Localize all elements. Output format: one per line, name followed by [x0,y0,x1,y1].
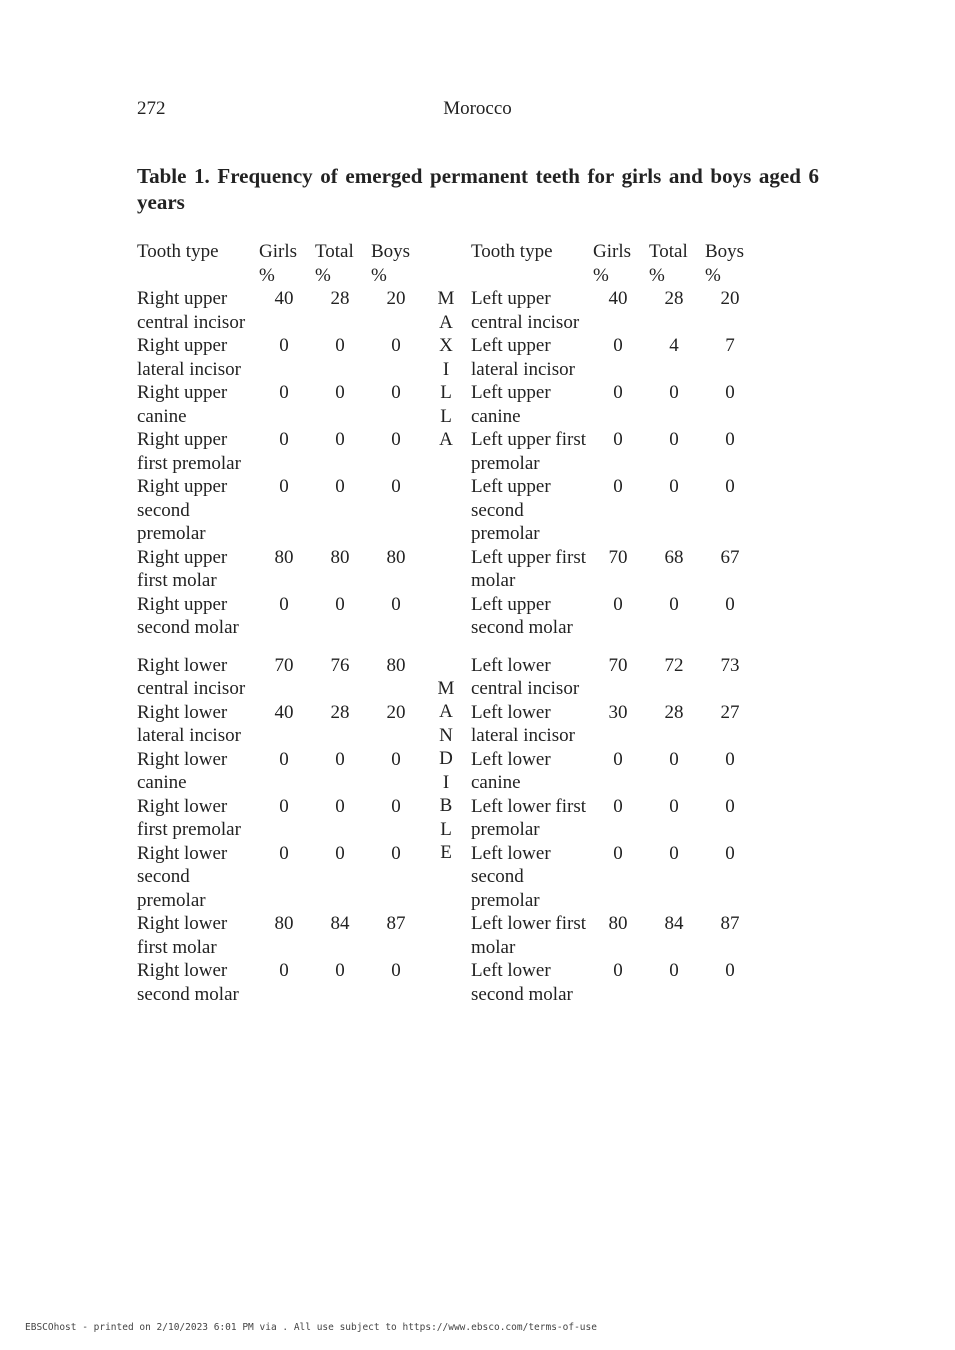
girls-percent-cell: 0 [613,429,623,450]
tooth-type-cell: Left upper lateral incisor [471,335,575,380]
maxilla-label [424,287,468,640]
boys-percent-cell: 0 [391,795,401,817]
tooth-type-cell: Left lower lateral incisor [471,701,575,746]
total-percent-cell: 0 [335,842,345,864]
girls-percent-cell: 40 [274,288,294,309]
tooth-type-cell: Right upper first premolar [137,429,241,474]
tooth-type-cell: Left upper second premolar [471,476,551,544]
girls-percent-cell: 0 [279,476,289,497]
tooth-type-cell: Left upper canine [471,382,551,427]
total-percent-cell: 84 [664,913,684,934]
mandible-label-letter: N [439,724,453,746]
tooth-type-cell: Left upper central incisor [471,288,580,333]
boys-percent-cell: 73 [720,654,740,676]
total-percent-cell: 0 [669,429,679,450]
total-percent-cell: 0 [335,476,345,497]
tooth-type-cell: Right lower second molar [137,960,239,1005]
boys-percent-cell: 80 [386,546,406,568]
boys-percent-cell: 0 [725,748,735,770]
boys-percent-cell: 0 [725,382,735,403]
mandible-label-letter: A [439,701,453,722]
total-percent-cell: 76 [330,654,350,676]
boys-percent-cell: 7 [725,335,735,356]
tooth-type-cell: Left lower canine [471,748,551,793]
total-percent-cell: 28 [664,288,684,309]
tooth-type-cell: Right upper canine [137,382,228,427]
total-percent-cell: 0 [335,960,345,981]
girls-percent-cell: 0 [279,842,289,864]
total-percent-cell: 0 [335,429,345,450]
boys-percent-cell: 0 [391,335,401,356]
maxilla-label-letter: M [437,288,455,309]
girls-percent-cell: 0 [613,335,623,356]
total-percent-cell: 0 [335,795,345,817]
boys-percent-cell: 67 [720,546,740,568]
boys-percent-cell: 0 [725,960,735,981]
boys-percent-cell: 0 [391,476,401,497]
total-percent-cell: 68 [664,546,684,568]
tooth-type-cell: Left lower central incisor [471,654,580,699]
maxilla-label-letter: I [442,358,450,380]
page-number: 272 [137,98,166,119]
boys-percent-cell: 0 [391,429,401,450]
boys-percent-cell: 0 [391,842,401,864]
total-percent-cell: 0 [335,748,345,770]
header-right-tooth-type: Tooth type [471,241,553,262]
total-percent-cell: 0 [669,476,679,497]
boys-percent-cell: 87 [386,913,406,934]
maxilla-label-letter: L [440,405,452,427]
girls-percent-cell: 0 [279,960,289,981]
girls-percent-cell: 0 [613,476,623,497]
boys-percent-cell: 0 [725,429,735,450]
mandible-label-letter: I [442,771,450,793]
header-right-boys: Boys % [705,241,745,286]
tooth-type-cell: Right upper second premolar [137,476,228,544]
girls-percent-cell: 0 [613,842,623,864]
boys-percent-cell: 20 [386,701,406,723]
girls-percent-cell: 70 [608,654,628,676]
total-percent-cell: 28 [330,701,350,723]
table-caption: Table 1. Frequency of emerged permanent teeth for girls and boys aged 6 years [137,164,819,214]
girls-percent-cell: 0 [613,795,623,817]
total-percent-cell: 28 [664,701,684,723]
table-header-row [134,240,758,287]
total-percent-cell: 0 [669,842,679,864]
mandible-label-letter: L [440,818,452,840]
maxilla-label-letter: X [439,335,453,356]
teeth-frequency-table [134,240,758,1006]
mandible-label-letter: D [439,748,453,769]
maxilla-label-letter: A [439,311,453,333]
total-percent-cell: 0 [335,593,345,615]
header-left-girls: Girls % [259,241,297,286]
tooth-type-cell: Right lower central incisor [137,654,246,699]
mandible-section [134,654,758,1007]
girls-percent-cell: 70 [274,654,294,676]
girls-percent-cell: 0 [279,335,289,356]
tooth-type-cell: Left upper first molar [471,546,587,591]
girls-percent-cell: 0 [279,795,289,817]
print-footer: EBSCOhost - printed on 2/10/2023 6:01 PM via . All use subject to https://www.ebsco.com/terms-of-use [25,1322,597,1333]
girls-percent-cell: 30 [608,701,628,723]
header-right-girls: Girls % [593,241,631,286]
girls-percent-cell: 0 [613,382,623,403]
tooth-type-cell: Right lower first molar [137,913,228,958]
header-gap [424,240,468,287]
girls-percent-cell: 70 [608,546,628,568]
girls-percent-cell: 0 [279,429,289,450]
total-percent-cell: 0 [669,748,679,770]
girls-percent-cell: 80 [274,546,294,568]
boys-percent-cell: 0 [391,593,401,615]
maxilla-label-letter: A [439,429,453,450]
tooth-type-cell: Right lower canine [137,748,228,793]
header-left-total: Total % [315,241,354,286]
header-left-tooth-type: Tooth type [137,241,219,262]
boys-percent-cell: 0 [391,748,401,770]
total-percent-cell: 0 [335,382,345,403]
girls-percent-cell: 0 [279,593,289,615]
mandible-label-letter: M [437,677,455,699]
boys-percent-cell: 0 [725,593,735,615]
header-left-boys: Boys % [371,241,411,286]
section-spacer [134,640,758,654]
boys-percent-cell: 0 [391,382,401,403]
girls-percent-cell: 0 [279,382,289,403]
girls-percent-cell: 80 [608,913,628,934]
total-percent-cell: 0 [669,795,679,817]
girls-percent-cell: 0 [613,960,623,981]
girls-percent-cell: 0 [613,748,623,770]
total-percent-cell: 84 [330,913,350,934]
boys-percent-cell: 20 [720,288,740,309]
tooth-type-cell: Right upper central incisor [137,288,246,333]
total-percent-cell: 28 [330,288,350,309]
boys-percent-cell: 20 [386,288,406,309]
tooth-type-cell: Left lower second molar [471,960,573,1005]
running-title: Morocco [443,98,512,119]
mandible-label-letter: B [439,795,453,816]
boys-percent-cell: 0 [725,795,735,817]
tooth-type-cell: Left upper first premolar [471,429,587,474]
mandible-label [424,654,468,1007]
tooth-type-cell: Right upper second molar [137,593,239,638]
total-percent-cell: 80 [330,546,350,568]
girls-percent-cell: 0 [279,748,289,770]
girls-percent-cell: 80 [274,913,294,934]
maxilla-section [134,287,758,640]
boys-percent-cell: 0 [725,842,735,864]
boys-percent-cell: 87 [720,913,740,934]
total-percent-cell: 72 [664,654,684,676]
total-percent-cell: 0 [335,335,345,356]
boys-percent-cell: 80 [386,654,406,676]
tooth-type-cell: Left lower first premolar [471,795,587,840]
table-row [134,287,758,334]
maxilla-label-letter: L [440,382,452,403]
tooth-type-cell: Right lower first premolar [137,795,241,840]
tooth-type-cell: Left upper second molar [471,593,573,638]
boys-percent-cell: 0 [725,476,735,497]
total-percent-cell: 0 [669,960,679,981]
total-percent-cell: 0 [669,382,679,403]
tooth-type-cell: Right upper lateral incisor [137,335,241,380]
boys-percent-cell: 27 [720,701,740,723]
tooth-type-cell: Right upper first molar [137,546,228,591]
tooth-type-cell: Right lower lateral incisor [137,701,241,746]
tooth-type-cell: Left lower second premolar [471,842,551,911]
girls-percent-cell: 0 [613,593,623,615]
boys-percent-cell: 0 [391,960,401,981]
total-percent-cell: 4 [669,335,679,356]
tooth-type-cell: Left lower first molar [471,913,587,958]
total-percent-cell: 0 [669,593,679,615]
girls-percent-cell: 40 [608,288,628,309]
tooth-type-cell: Right lower second premolar [137,842,228,911]
header-right-total: Total % [649,241,688,286]
mandible-label-letter: E [440,842,452,863]
girls-percent-cell: 40 [274,701,294,723]
table-row [134,654,758,701]
